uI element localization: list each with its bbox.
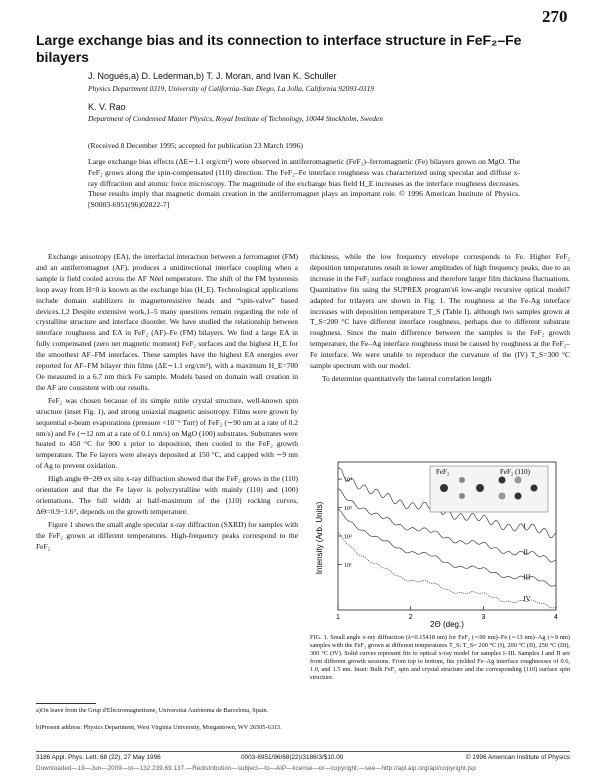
series-label: I xyxy=(523,522,526,531)
x-tick-label: 2 xyxy=(408,614,413,621)
y-axis-label: Intensity (Arb. Units) xyxy=(315,501,324,575)
paragraph-correlation: To determine quantitatively the lateral correlation length xyxy=(322,373,492,383)
x-tick-label: 4 xyxy=(554,614,558,621)
series-label: II xyxy=(523,548,528,557)
bottom-rule xyxy=(36,751,570,752)
right-column xyxy=(310,252,570,387)
affiliation-kth: Department of Condensed Matter Physics, Royal Institute of Technology, 10044 Stockholm, Sweden xyxy=(88,114,383,123)
paragraph-continued: thickness, while the low frequency envelope corresponds to Fe. Higher FeF₂ deposition temperatures result in lower amplitudes of high frequency peaks, due to an increase in the FeF₂ surface roughness and therefore larger film thickness fluctuations. Quantitative fits using the SUPREX program's6 low-angle recursive optical model7 adapted for trilayers are shown in Fig. 1. The roughness at the Fe-Ag interface increases with deposition temperature T_S (Table I), although two samples grown at T_S=200 °C have different interface roughness, perhaps due to different substrate roughness. Since the main difference between the samples is the FeF₂ growth temperature, the Fe–Ag interface roughness must be caused by roughness at the FeF₂–Fe interface. We were unable to reproduce the curvature of the (IV) T_S=300 °C sample spectrum with our model. xyxy=(310,252,570,371)
left-column xyxy=(36,252,298,554)
x-ticks xyxy=(336,606,558,621)
footer-citation: 3186 Appl. Phys. Lett. 68 (22), 27 May 1996 xyxy=(36,754,161,761)
authors-secondary: K. V. Rao xyxy=(88,102,126,112)
series-label: III xyxy=(523,573,531,582)
download-notice: Downloaded—19—Jun—2009—to—132.239.69.137.—Redistribution—subject—to—AIP—license—or—copyright;—see—http://apl.aip.org/apl/copyright.jsp xyxy=(36,765,476,772)
paragraph-figure1: Figure 1 shows the small angle specular x-ray diffraction (SXRD) for samples with the FeF₂ grown at different temperatures. High-frequency peaks correspond to the FeF₂ xyxy=(36,519,298,551)
received-dates: (Received 8 December 1995; accepted for publication 23 March 1996) xyxy=(88,141,303,150)
series-label: IV xyxy=(523,594,531,603)
inset-spin-structure xyxy=(430,466,548,512)
inset-label-fef2: FeF₂ xyxy=(436,468,450,476)
series-labels xyxy=(523,523,531,603)
paragraph-growth: FeF₂ was chosen because of its simple rutile crystal structure, well-known spin structure (inset Fig. 1), and strong uniaxial magnetic anisotropy. Films were grown by sequential e-beam evaporations (pressure <10⁻⁶ Torr) of FeF₂ (∼90 nm at a rate of 0.2 nm/s) and Fe (∼12 nm at a rate of 0.1 nm/s) on MgO (100) substrates. Substrates were heated to 450 °C for 900 s prior to deposition, then cooled to the FeF₂ growth temperature. The Fe layers were always deposited at 150 °C, and capped with ∼9 nm of Ag to prevent oxidation. xyxy=(36,395,298,471)
y-tick-label: 10² xyxy=(344,534,352,541)
journal-footer xyxy=(36,754,570,761)
paragraph-intro: Exchange anisotropy (EA), the interfacial interaction between a ferromagnet (FM) and an antiferromagnet (AF), produces a unidirectional interface coupling when a sample is field cooled across the AF Néel temperature. The shift of the FM hysteresis loop away from H=0 is known as the exchange bias (H_E). Technological applications include domain stabilizers in magnetoresistive heads and “spin-valve” based devices.1,2 Despite extensive work,1–5 many questions remain regarding the role of crystalline structure and interface disorder. We have studied the relationship between interface roughness and EA in FeF₂ (AF)–Fe (FM) bilayers. We find a large EA in fully compensated (zero net magnetic moment) FeF₂ surfaces and the highest H_E for the smoothest AF–FM interfaces. These samples have the highest EA energies ever reported for AF–FM bilayer thin films (ΔE∼1.1 erg/cm²), with a maximum H_E=700 Oe measured in a 6.7 nm thick Fe sample. Models based on domain wall creation in the AF are consistent with our results. xyxy=(36,252,298,392)
footer-copyright: © 1996 American Institute of Physics xyxy=(465,754,570,761)
x-tick-label: 3 xyxy=(481,614,486,621)
y-tick-label: 10¹ xyxy=(344,562,352,569)
inset-label-fef2-110: FeF₂ (110) xyxy=(500,468,530,476)
y-tick-label: 10³ xyxy=(344,506,352,513)
authors-primary: J. Nogués,a) D. Lederman,b) T. J. Moran, and Ivan K. Schuller xyxy=(88,71,337,81)
footer-issn: 0003-6951/96/68(22)/3186/3/$10.00 xyxy=(241,754,344,761)
abstract: Large exchange bias effects (ΔE∼1.1 erg/cm²) were observed in antiferromagnetic (FeF₂)–ferromagnetic (Fe) bilayers grown on MgO. The FeF₂ grows along the spin-compensated (110) direction. The FeF₂–Fe interface roughness was characterized using specular and diffuse x-ray diffraction and atomic force microscopy. The magnitude of the exchange bias field H_E increases as the interface roughness decreases. These results imply that magnetic domain creation in the antiferromagnet plays an important role. © 1996 American Institute of Physics. [S0003-6951(96)02822-7] xyxy=(88,157,520,210)
footnote-a: a)On leave from the Grup d'Electromagnetisme, Universitat Autònoma de Barcelona, Spain. xyxy=(36,707,269,714)
paragraph-xray: High angle Θ−2Θ ex situ x-ray diffraction showed that the FeF₂ grows in the (110) orientation and that the Fe layer is polycrystalline with mainly (110) and (100) orientations. The full width at half-maximum of the (110) rocking curves, ΔΘ=0.9−1.6°, depends on the growth temperature. xyxy=(36,474,298,516)
figure-1-chart xyxy=(312,458,562,630)
footnote-b: b)Present address: Physics Department, West Virginia University, Morgantown, WV 26505-6315. xyxy=(36,724,282,731)
affiliation-ucsd: Physics Department 0319, University of California–San Diego, La Jolla, California 92093-0319 xyxy=(88,84,374,93)
figure-1-caption: FIG. 1. Small angle x-ray diffraction (λ=0.15418 nm) for FeF₂ (∼90 nm)–Fe (∼13 nm)–Ag (∼9 nm) samples with the FeF₂ grown at different temperatures T_S: T_S= 200 °C (I), 200 °C (II), 250 °C (III), 300 °C (IV). Solid curves represent fits to optical x-ray model for samples I–III. Samples I and II are from different growth sessions. From top to bottom, fits yielded Fe–Ag interface roughnesses of 0.6, 1.0, and 1.5 nm. Inset: Bulk FeF₂ spin and crystal structure and the corresponding (110) surface spin structure. xyxy=(310,634,570,682)
x-tick-label: 1 xyxy=(336,614,340,621)
article-title: Large exchange bias and its connection to interface structure in FeF₂–Fe bilayers xyxy=(36,32,522,65)
footnote-rule xyxy=(36,703,96,704)
y-tick-label: 10⁴ xyxy=(344,477,353,484)
y-ticks xyxy=(338,478,352,569)
x-axis-label: 2Θ (deg.) xyxy=(430,620,464,629)
page-number: 270 xyxy=(542,7,568,26)
